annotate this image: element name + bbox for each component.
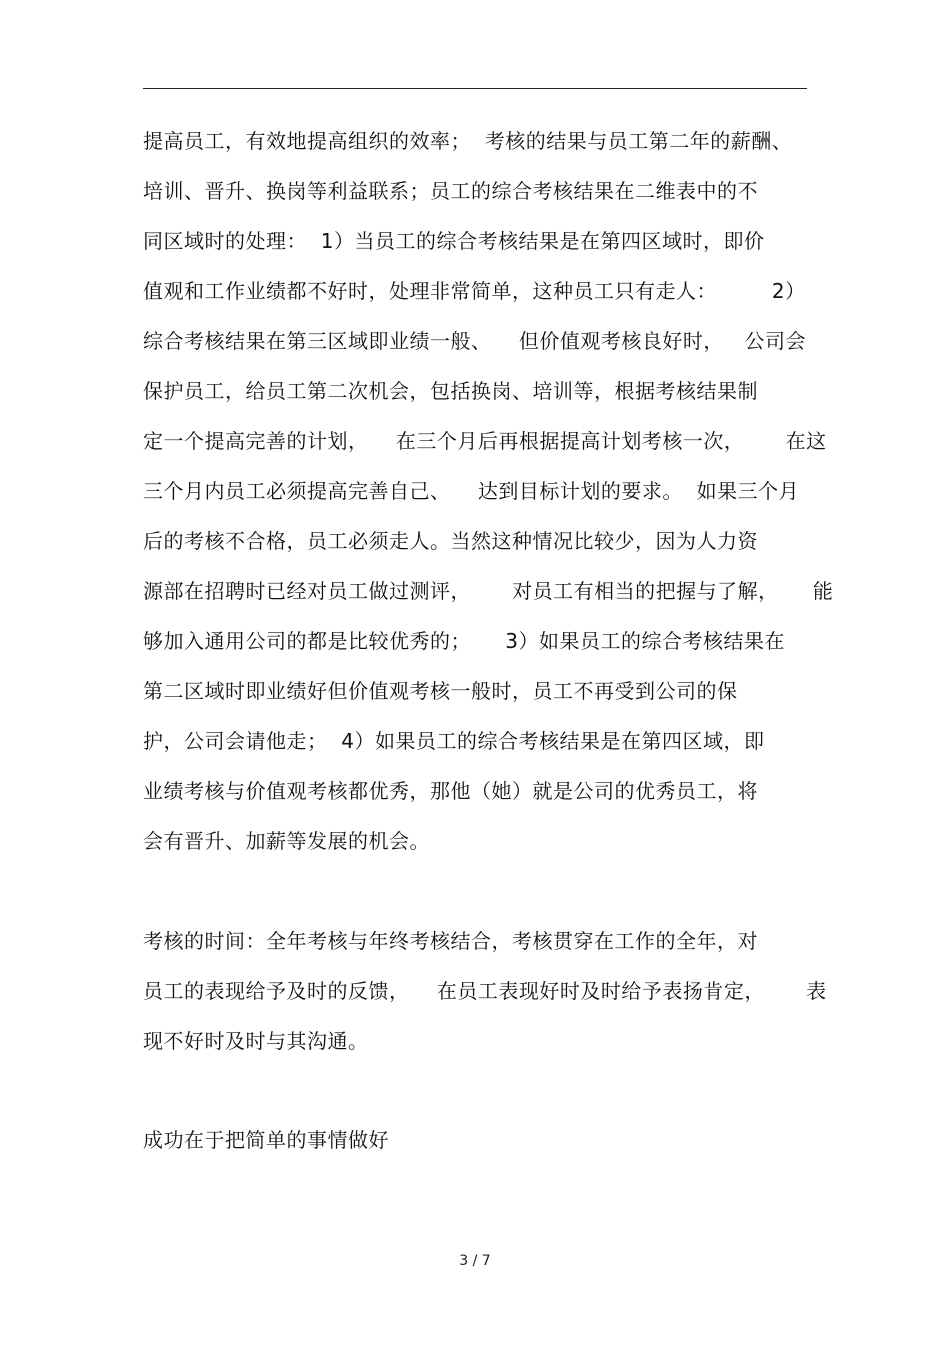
text-line: 成功在于把简单的事情做好	[143, 1128, 389, 1152]
text-line: 三个月内员工必须提高完善自己、 达到目标计划的要求。 如果三个月	[143, 479, 800, 503]
text-line: 后的考核不合格，员工必须走人。当然这种情况比较少，因为人力资	[143, 529, 758, 553]
text-line: 定一个提高完善的计划， 在三个月后再根据提高计划考核一次， 在这	[143, 429, 827, 453]
text-line: 提高员工，有效地提高组织的效率； 考核的结果与员工第二年的薪酬、	[143, 129, 793, 153]
text-line: 培训、晋升、换岗等利益联系；员工的综合考核结果在二维表中的不	[143, 179, 758, 203]
text-line: 源部在招聘时已经对员工做过测评， 对员工有相当的把握与了解， 能	[143, 579, 834, 603]
text-line: 护，公司会请他走； 4）如果员工的综合考核结果是在第四区域，即	[143, 729, 765, 753]
text-line: 会有晋升、加薪等发展的机会。	[143, 829, 430, 853]
text-line: 保护员工，给员工第二次机会，包括换岗、培训等，根据考核结果制	[143, 379, 758, 403]
text-line: 现不好时及时与其沟通。	[143, 1029, 369, 1053]
text-line: 够加入通用公司的都是比较优秀的； 3）如果员工的综合考核结果在	[143, 629, 786, 653]
text-line: 第二区域时即业绩好但价值观考核一般时，员工不再受到公司的保	[143, 679, 738, 703]
text-line: 值观和工作业绩都不好时，处理非常简单，这种员工只有走人： 2）	[143, 279, 806, 303]
text-line: 综合考核结果在第三区域即业绩一般、 但价值观考核良好时， 公司会	[143, 329, 807, 353]
text-line: 业绩考核与价值观考核都优秀，那他（她）就是公司的优秀员工，将	[143, 779, 758, 803]
text-line: 员工的表现给予及时的反馈， 在员工表现好时及时给予表扬肯定， 表	[143, 979, 827, 1003]
header-rule	[143, 88, 807, 89]
text-line: 同区域时的处理： 1）当员工的综合考核结果是在第四区域时，即价	[143, 229, 765, 253]
page-number: 3 / 7	[459, 1253, 491, 1269]
text-line: 考核的时间：全年考核与年终考核结合，考核贯穿在工作的全年，对	[143, 929, 758, 953]
